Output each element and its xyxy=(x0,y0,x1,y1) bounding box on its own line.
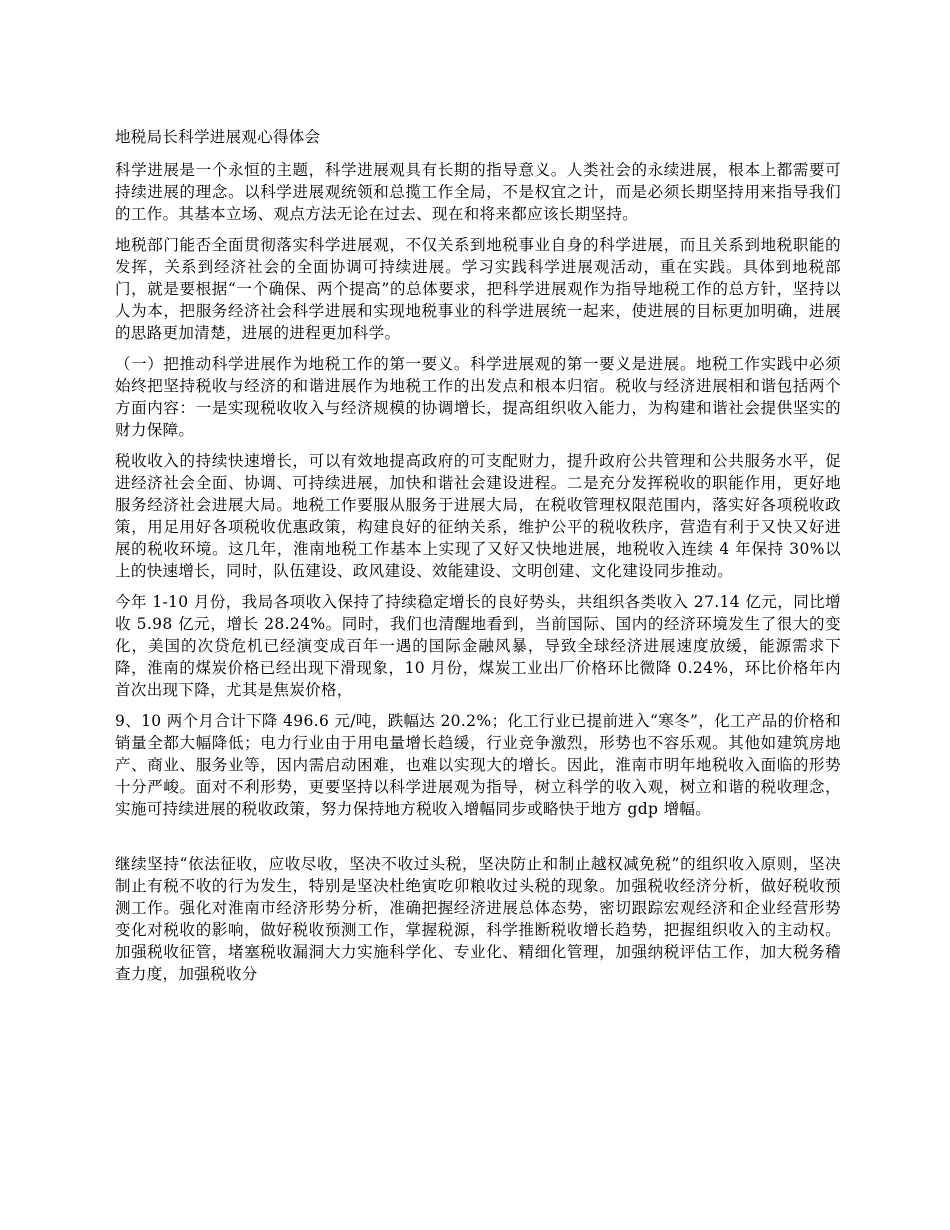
paragraph-intro: 科学进展是一个永恒的主题，科学进展观具有长期的指导意义。人类社会的永续进展，根本上都需要可持续进展的理念。以科学进展观统领和总揽工作全局，不是权宜之计，而是必须长期坚持用来指导我们的工作。其基本立场、观点方法无论在过去、现在和将来都应该长期坚持。 xyxy=(115,161,841,223)
paragraph-gap xyxy=(115,829,841,853)
paragraph-this-year: 今年 1-10 月份，我局各项收入保持了持续稳定增长的良好势头，共组织各类收入 27.14 亿元，同比增收 5.98 亿元，增长 28.24%。同时，我们也清醒地看到，当前国际、国内的经济环境发生了很大的变化，美国的次贷危机已经演变成百年一遇的国际金融风暴，导致全球经济进展速度放缓，能源需求下降，淮南的煤炭价格已经出现下滑现象，10 月份，煤炭工业出厂价格环比微降 0.24%，环比价格年内首次出现下降，尤其是焦炭价格， xyxy=(115,593,841,699)
document-page xyxy=(115,126,841,994)
paragraph-revenue-growth: 税收收入的持续快速增长，可以有效地提高政府的可支配财力，提升政府公共管理和公共服务水平，促进经济社会全面、协调、可持续进展，加快和谐社会建设进程。二是充分发挥税收的职能作用，更好地服务经济社会进展大局。地税工作要服从服务于进展大局，在税收管理权限范围内，落实好各项税收政策，用足用好各项税收优惠政策，构建良好的征纳关系，维护公平的税收秩序，营造有利于又快又好进展的税收环境。这几年，淮南地税工作基本上实现了又好又快地进展，地税收入连续 4 年保持 30%以上的快速增长，同时，队伍建设、政风建设、效能建设、文明创建、文化建设同步推动。 xyxy=(115,452,841,580)
paragraph-department: 地税部门能否全面贯彻落实科学进展观，不仅关系到地税事业自身的科学进展，而且关系到地税职能的发挥，关系到经济社会的全面协调可持续进展。学习实践科学进展观活动，重在实践。具体到地税部门，就是要根据“一个确保、两个提高”的总体要求，把科学进展观作为指导地税工作的总方针，坚持以人为本，把服务经济社会科学进展和实现地税事业的科学进展统一起来，使进展的目标更加明确，进展的思路更加清楚，进展的进程更加科学。 xyxy=(115,236,841,342)
paragraph-section-one: （一）把推动科学进展作为地税工作的第一要义。科学进展观的第一要义是进展。地税工作实践中必须始终把坚持税收与经济的和谐进展作为地税工作的出发点和根本归宿。税收与经济进展相和谐包括两个方面内容：一是实现税收收入与经济规模的协调增长，提高组织收入能力，为构建和谐社会提供坚实的财力保障。 xyxy=(115,355,841,439)
paragraph-collection-principles: 继续坚持“依法征收，应收尽收，坚决不收过头税，坚决防止和制止越权减免税”的组织收入原则，坚决制止有税不收的行为发生，特别是坚决杜绝寅吃卯粮收过头税的现象。加强税收经济分析，做好税收预测工作。强化对淮南市经济形势分析，准确把握经济进展总体态势，密切跟踪宏观经济和企业经营形势变化对税收的影响，做好税收预测工作，掌握税源，科学推断税收增长趋势，把握组织收入的主动权。加强税收征管，堵塞税收漏洞大力实施科学化、专业化、精细化管理，加强纳税评估工作，加大税务稽查力度，加强税收分 xyxy=(115,855,841,983)
paragraph-industry-outlook: 9、10 两个月合计下降 496.6 元/吨，跌幅达 20.2%；化工行业已提前进入“寒冬”，化工产品的价格和销量全都大幅降低；电力行业由于用电量增长趋缓，行业竞争激烈，形势也不容乐观。其他如建筑房地产、商业、服务业等，因内需启动困难，也难以实现大的增长。因此，淮南市明年地税收入面临的形势十分严峻。面对不利形势，更要坚持以科学进展观为指导，树立科学的收入观，树立和谐的税收理念，实施可持续进展的税收政策，努力保持地方税收入增幅同步或略快于地方 gdp 增幅。 xyxy=(115,712,841,818)
document-title: 地税局长科学进展观心得体会 xyxy=(115,128,321,146)
